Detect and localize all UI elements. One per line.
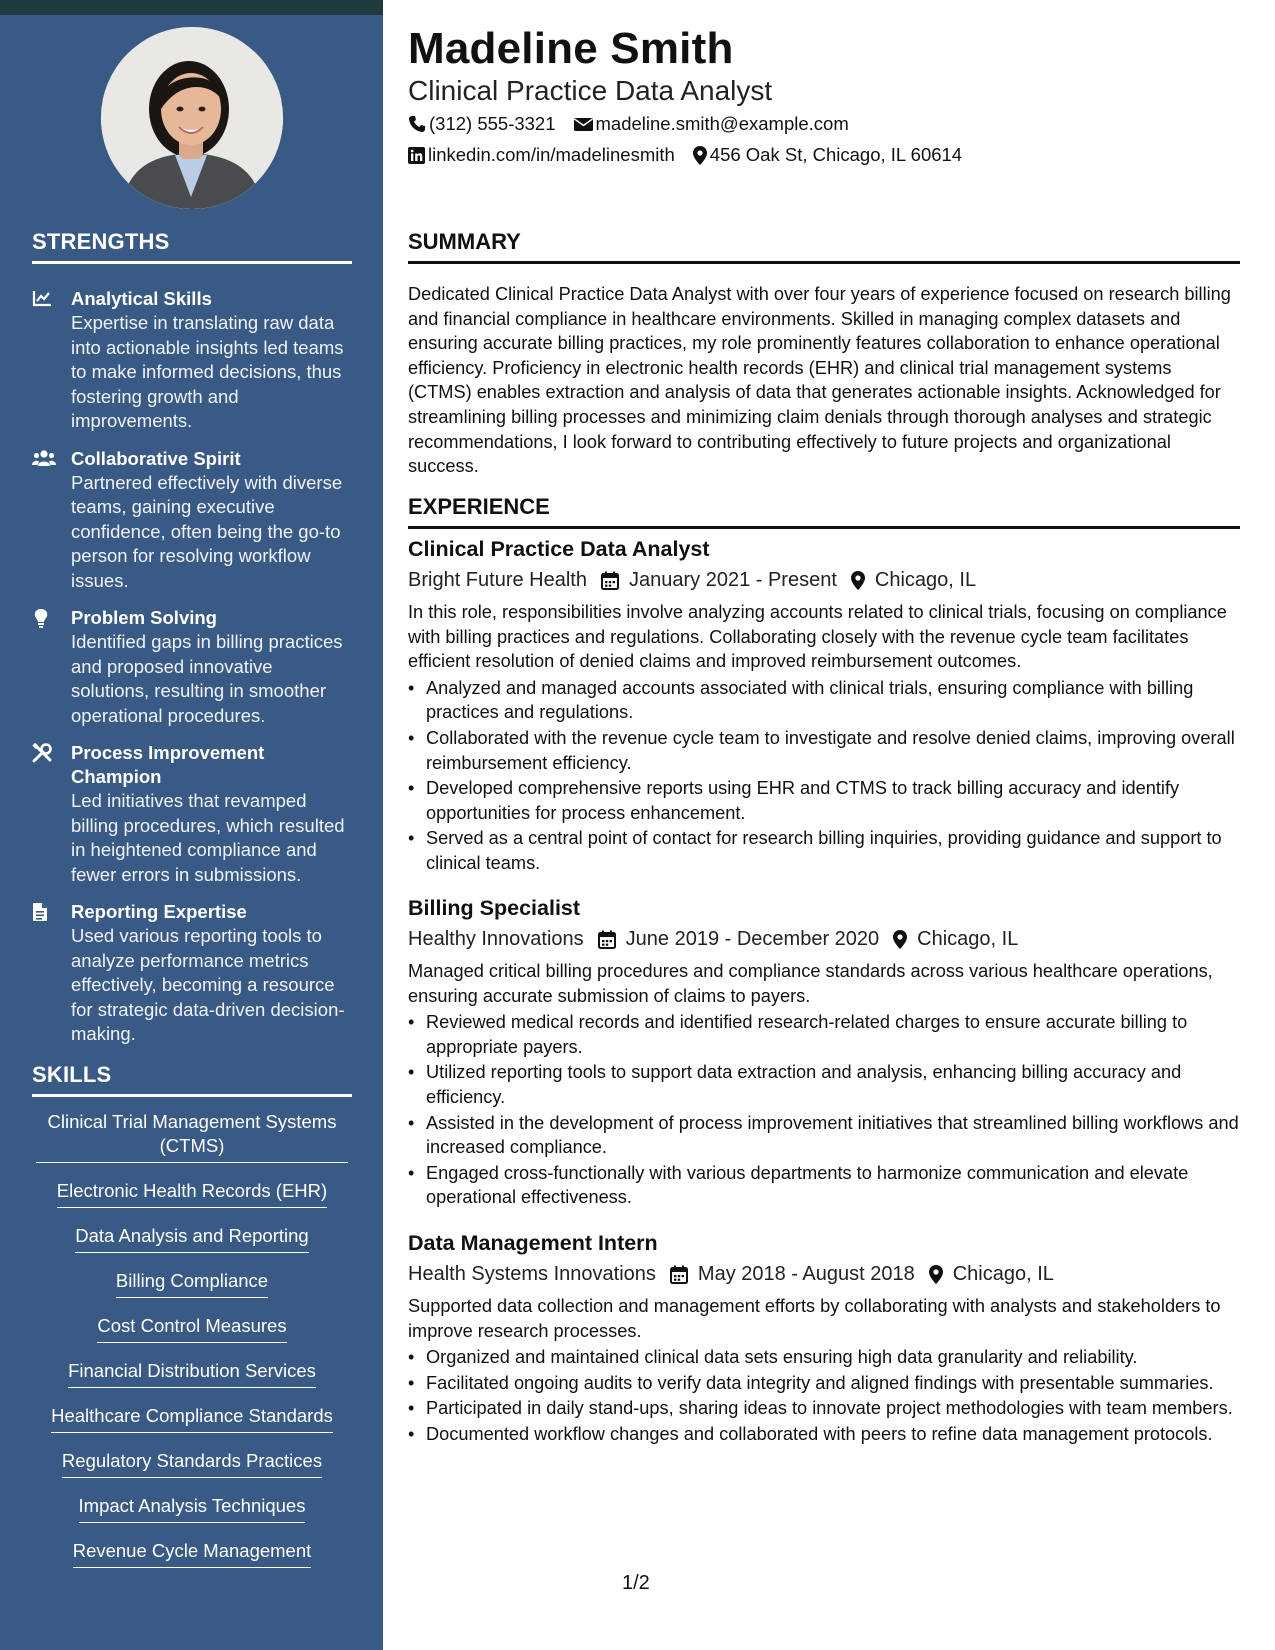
strength-title: Analytical Skills <box>71 288 212 309</box>
strengths-list <box>32 287 354 1060</box>
experience-heading: EXPERIENCE <box>408 494 1240 529</box>
job-dates: January 2021 - Present <box>628 569 837 591</box>
strength-description: Used various reporting tools to analyze performance metrics effectively, becoming a resource for strategic data-driven decision-making. <box>71 925 345 1044</box>
envelope-icon <box>574 117 593 132</box>
job-bullet: • Participated in daily stand-ups, sharing ideas to innovate project methodologies with team members. <box>408 1396 1240 1421</box>
job-location: Chicago, IL <box>952 1263 1054 1285</box>
job-bullet: • Developed comprehensive reports using EHR and CTMS to track billing accuracy and identify opportunities for process enhancement. <box>408 776 1240 825</box>
job-bullets <box>408 676 1240 876</box>
page-number: 1/2 <box>622 1572 650 1594</box>
job-role: Clinical Practice Data Analyst <box>408 537 710 561</box>
avatar-portrait-icon <box>101 27 283 209</box>
job-entry <box>408 894 1240 1211</box>
map-pin-icon <box>851 571 865 590</box>
contact-row <box>408 113 867 135</box>
candidate-name: Madeline Smith <box>408 24 734 73</box>
line-chart-icon <box>32 287 71 434</box>
skill-tag: Revenue Cycle Management <box>73 1539 312 1568</box>
calendar-icon <box>598 930 616 949</box>
job-company: Bright Future Health <box>408 569 587 591</box>
tools-icon <box>32 741 71 887</box>
linkedin-contact[interactable] <box>408 144 675 166</box>
job-meta <box>408 565 1240 595</box>
job-role: Data Management Intern <box>408 1231 658 1255</box>
strength-title: Process Improvement Champion <box>71 742 265 787</box>
job-dates: May 2018 - August 2018 <box>697 1263 915 1285</box>
job-bullet: • Engaged cross-functionally with various departments to harmonize communication and elevate operational effectiveness. <box>408 1161 1240 1210</box>
job-company: Health Systems Innovations <box>408 1263 656 1285</box>
job-bullet: • Documented workflow changes and collaborated with peers to refine data management protocols. <box>408 1422 1240 1447</box>
phone-icon <box>408 115 426 133</box>
skill-tag: Data Analysis and Reporting <box>75 1224 308 1253</box>
summary-text: Dedicated Clinical Practice Data Analyst with over four years of experience focused on research billing and financial compliance in healthcare environments. Skilled in managing complex datasets and ensuring accurate billing practices, my role prominently features collaboration to enhance operational efficiency. Proficiency in electronic health records (EHR) and clinical trial management systems (CTMS) enables extraction and analysis of data that generates actionable insights. Acknowledged for streamlining billing processes and minimizing claim denials through thorough analyses and strategic recommendations, I look forward to contributing effectively to future projects and organizational success. <box>408 284 1231 477</box>
job-description: Managed critical billing procedures and compliance standards across various healthcare operations, ensuring accurate submission of claims to payers. <box>408 961 1213 1006</box>
contact-row-2 <box>408 144 980 166</box>
skill-tag: Impact Analysis Techniques <box>79 1494 306 1523</box>
job-entry <box>408 535 1240 877</box>
skill-tag: Healthcare Compliance Standards <box>51 1404 333 1433</box>
calendar-icon <box>670 1265 688 1284</box>
address-contact <box>693 144 962 166</box>
strengths-heading: STRENGTHS <box>32 229 352 264</box>
job-meta <box>408 924 1240 954</box>
job-dates: June 2019 - December 2020 <box>625 928 880 950</box>
summary-heading: SUMMARY <box>408 229 1240 264</box>
strength-title: Reporting Expertise <box>71 901 247 922</box>
document-icon <box>32 900 71 1047</box>
calendar-icon <box>601 571 619 590</box>
job-bullet: • Served as a central point of contact for research billing inquiries, providing guidance and support to clinical teams. <box>408 826 1240 875</box>
job-location: Chicago, IL <box>874 569 977 591</box>
phone-contact[interactable] <box>408 113 556 135</box>
job-description: In this role, responsibilities involve analyzing accounts related to clinical trials, focusing on compliance with billing practices and regulations. Collaborating closely with the revenue cycle team facilitates efficient resolution of denied claims and improved reimbursement outcomes. <box>408 602 1227 672</box>
strength-title: Collaborative Spirit <box>71 447 241 469</box>
strength-item <box>32 287 354 434</box>
sidebar <box>0 0 383 1650</box>
strength-description: Identified gaps in billing practices and proposed innovative solutions, resulting in smoother operational procedures. <box>71 631 343 726</box>
job-meta <box>408 1259 1240 1289</box>
job-bullet: • Reviewed medical records and identified research-related charges to ensure accurate billing to appropriate payers. <box>408 1010 1240 1059</box>
map-pin-icon <box>893 930 907 949</box>
job-bullet: • Facilitated ongoing audits to verify data integrity and aligned findings with presentable summaries. <box>408 1371 1240 1396</box>
skills-heading: SKILLS <box>32 1062 352 1097</box>
job-bullets <box>408 1010 1240 1210</box>
job-bullet: • Organized and maintained clinical data sets ensuring high data granularity and reliability. <box>408 1345 1240 1370</box>
strength-item <box>32 741 354 887</box>
lightbulb-icon <box>32 606 71 728</box>
email-contact[interactable] <box>574 113 849 135</box>
strength-item <box>32 900 354 1047</box>
strength-item <box>32 606 354 728</box>
skill-tag: Cost Control Measures <box>97 1314 286 1343</box>
linkedin-icon <box>408 147 425 164</box>
skill-tag: Billing Compliance <box>116 1269 268 1298</box>
strength-description: Expertise in translating raw data into actionable insights led teams to make informed decisions, thus fostering growth and improvements. <box>71 312 344 431</box>
job-bullets <box>408 1345 1240 1446</box>
skill-tag: Electronic Health Records (EHR) <box>57 1179 327 1208</box>
job-company: Healthy Innovations <box>408 928 584 950</box>
strength-item <box>32 447 354 594</box>
skill-tag: Regulatory Standards Practices <box>62 1449 322 1478</box>
sidebar-top-bar <box>0 0 383 15</box>
map-pin-icon <box>929 1265 943 1284</box>
job-location: Chicago, IL <box>917 928 1019 950</box>
job-bullet: • Analyzed and managed accounts associated with clinical trials, ensuring compliance with billing practices and regulations. <box>408 676 1240 725</box>
users-icon <box>32 447 71 594</box>
email-text: madeline.smith@example.com <box>595 113 849 134</box>
avatar <box>101 27 283 209</box>
strength-description: Partnered effectively with diverse teams, gaining executive confidence, often being the go-to person for resolving workflow issues. <box>71 471 343 591</box>
job-role: Billing Specialist <box>408 896 581 920</box>
candidate-title: Clinical Practice Data Analyst <box>408 75 773 106</box>
linkedin-text: linkedin.com/in/madelinesmith <box>428 144 675 165</box>
strength-description: Led initiatives that revamped billing procedures, which resulted in heightened compliance and fewer errors in submissions. <box>71 790 345 885</box>
job-bullet: • Utilized reporting tools to support data extraction and analysis, enhancing billing accuracy and efficiency. <box>408 1060 1240 1109</box>
skills-list <box>32 1110 352 1584</box>
skill-tag: Clinical Trial Management Systems (CTMS) <box>36 1110 348 1163</box>
phone-text: (312) 555-3321 <box>429 113 556 134</box>
job-entry <box>408 1229 1240 1448</box>
address-text: 456 Oak St, Chicago, IL 60614 <box>709 144 963 165</box>
job-bullet: • Assisted in the development of process improvement initiatives that streamlined billing workflows and increased compliance. <box>408 1111 1240 1160</box>
skill-tag: Financial Distribution Services <box>68 1359 316 1388</box>
job-description: Supported data collection and management efforts by collaborating with analysts and stakeholders to improve research processes. <box>408 1296 1221 1341</box>
map-pin-icon <box>693 146 707 165</box>
job-bullet: • Collaborated with the revenue cycle team to investigate and resolve denied claims, improving overall reimbursement efficiency. <box>408 726 1240 775</box>
strength-title: Problem Solving <box>71 607 217 628</box>
